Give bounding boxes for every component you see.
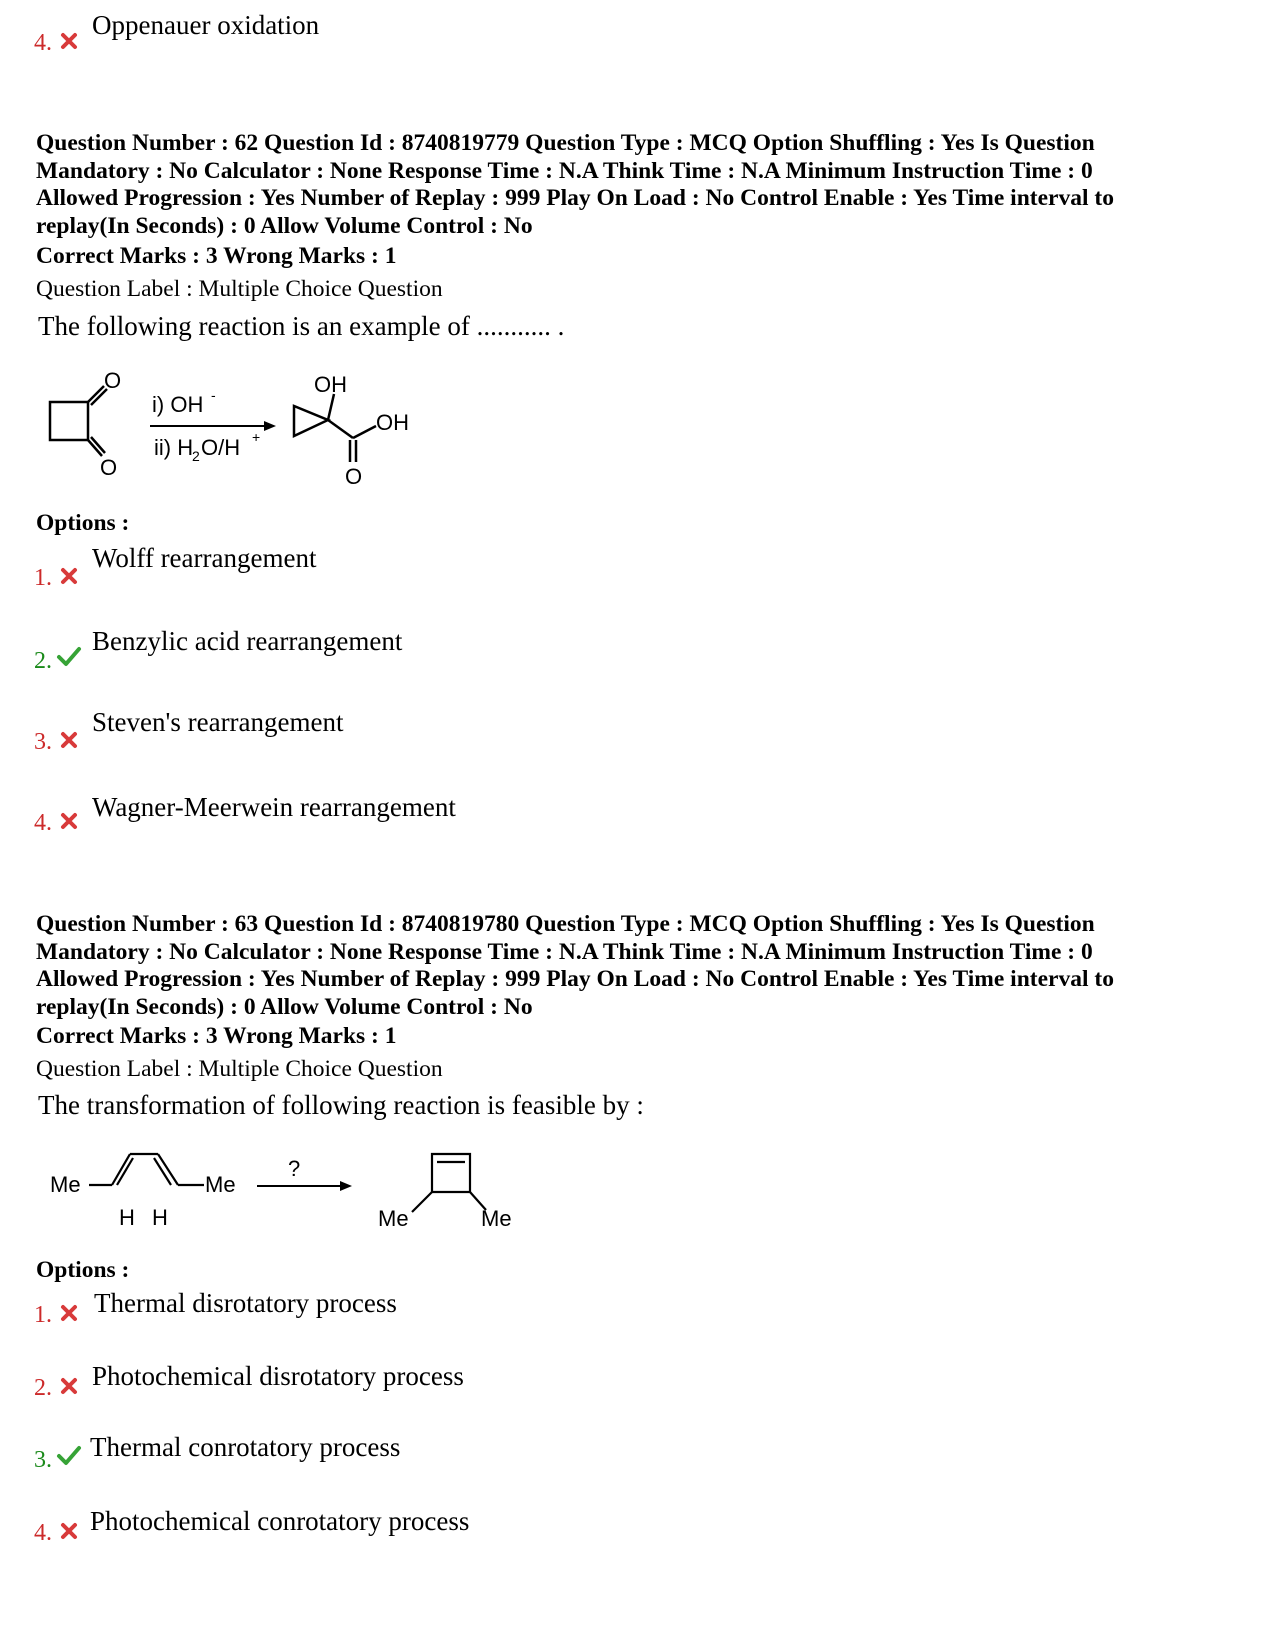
option-number: 2. (34, 648, 52, 674)
hydrogen-label: H (152, 1205, 168, 1230)
meta-line: Allowed Progression : Yes Number of Replay : 999 Play On Load : No Control Enable : Yes Time interval to (36, 966, 1114, 992)
check-icon (56, 646, 82, 668)
cross-icon (58, 30, 80, 52)
option-text: Wolff rearrangement (92, 543, 317, 573)
question-62-meta (36, 130, 1246, 240)
question-label: Question Label : Multiple Choice Question (36, 1056, 443, 1082)
cyclobutanedione (50, 386, 107, 456)
hexadiene (89, 1154, 204, 1185)
option-text: Thermal disrotatory process (94, 1288, 397, 1318)
option-text: Thermal conrotatory process (90, 1432, 401, 1462)
hydrogen-label: H (119, 1205, 135, 1230)
option-number: 1. (34, 1302, 52, 1328)
reagent-1-sup: - (211, 387, 216, 403)
option-number: 2. (34, 1375, 52, 1401)
reaction-diagram-63 (40, 1142, 540, 1242)
meta-line: Allowed Progression : Yes Number of Replay : 999 Play On Load : No Control Enable : Yes Time interval to (36, 185, 1114, 211)
atom-o: O (104, 368, 122, 393)
hydroxy-cyclopropane-carboxylic-acid (294, 394, 376, 462)
option-number: 1. (34, 565, 52, 591)
marks-info: Correct Marks : 3 Wrong Marks : 1 (36, 243, 397, 269)
reagent-2: O/H (201, 435, 241, 460)
meta-line: Question Number : 62 Question Id : 8740819779 Question Type : MCQ Option Shuffling : Yes Is Question (36, 130, 1095, 156)
option-number: 4. (34, 30, 52, 56)
option-text: Benzylic acid rearrangement (92, 626, 403, 656)
meta-line: replay(In Seconds) : 0 Allow Volume Control : No (36, 212, 533, 239)
reagent-2-sup: + (252, 429, 261, 445)
cross-icon (58, 810, 80, 832)
options-title: Options : (36, 510, 130, 536)
reaction-arrow (257, 1181, 352, 1191)
cross-icon (58, 1520, 80, 1542)
meta-line: replay(In Seconds) : 0 Allow Volume Control : No (36, 993, 533, 1020)
question-63-meta (36, 911, 1246, 1021)
option-text: Oppenauer oxidation (92, 10, 320, 40)
option-number: 4. (34, 1520, 52, 1546)
meta-line: Question Number : 63 Question Id : 8740819780 Question Type : MCQ Option Shuffling : Yes Is Question (36, 911, 1095, 937)
cross-icon (58, 1302, 80, 1324)
reagent-1: i) OH (152, 392, 204, 417)
meta-line: Mandatory : No Calculator : None Response Time : N.A Think Time : N.A Minimum Instruction Time : 0 (36, 157, 1093, 184)
reaction-diagram-62 (40, 362, 440, 492)
option-text: Photochemical disrotatory process (92, 1361, 464, 1391)
cross-icon (58, 1375, 80, 1397)
check-icon (56, 1445, 82, 1467)
question-text: The transformation of following reaction is feasible by : (38, 1090, 644, 1120)
options-title: Options : (36, 1257, 130, 1283)
question-text: The following reaction is an example of ........... . (38, 311, 565, 341)
marks-info: Correct Marks : 3 Wrong Marks : 1 (36, 1023, 397, 1049)
question-label: Question Label : Multiple Choice Question (36, 276, 443, 302)
meta-line: Mandatory : No Calculator : None Response Time : N.A Think Time : N.A Minimum Instruction Time : 0 (36, 938, 1093, 965)
option-number: 3. (34, 729, 52, 755)
atom-oh: OH (376, 410, 409, 435)
arrow-label: ? (288, 1156, 301, 1181)
option-number: 4. (34, 810, 52, 836)
methyl-label: Me (378, 1206, 409, 1231)
methyl-label: Me (50, 1172, 81, 1197)
option-text: Wagner-Meerwein rearrangement (92, 792, 456, 822)
methyl-label: Me (481, 1206, 512, 1231)
cross-icon (58, 729, 80, 751)
option-text: Photochemical conrotatory process (90, 1506, 470, 1536)
atom-o: O (100, 455, 118, 480)
reagent-2-sub: 2 (192, 448, 200, 464)
option-text: Steven's rearrangement (92, 707, 344, 737)
atom-oh: OH (314, 372, 347, 397)
option-number: 3. (34, 1447, 52, 1473)
atom-o: O (345, 464, 363, 489)
methyl-label: Me (205, 1172, 236, 1197)
dimethylcyclobutene (412, 1154, 486, 1212)
reagent-2: ii) H (154, 435, 194, 460)
cross-icon (58, 565, 80, 587)
